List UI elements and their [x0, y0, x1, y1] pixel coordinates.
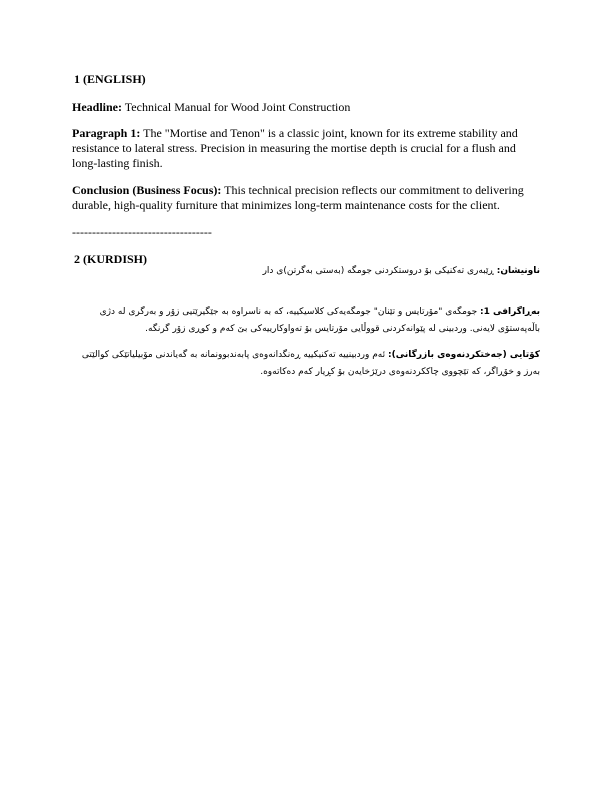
conclusion-text: This technical precision reflects our commitment to delivering durable, high-quality furniture that minimizes long-term maintenance costs for the client. [72, 183, 524, 212]
separator-line: ----------------------------------- [72, 225, 212, 239]
headline-english [72, 100, 540, 115]
paragraph-text: The "Mortise and Tenon" is a classic joint, known for its extreme stability and resistance to lateral stress. Precision in measuring the mortise depth is crucial for a flush and long-lasting finish. [72, 126, 518, 170]
conclusion-kurdish [72, 347, 540, 381]
headline-text: Technical Manual for Wood Joint Construction [124, 100, 351, 114]
section-heading-kurdish: 2 (KURDISH) [74, 252, 148, 266]
conclusion-label-kurdish: کۆتایی (جەختکردنەوەی بازرگانی): [388, 350, 540, 360]
paragraph-text-kurdish: جومگەی "مۆرتایس و تێنان" جومگەیەکی کلاسیکییە، کە بە ناسراوە بە جێگیرێتیی زۆر و بەرگری لە دژی باڵەپەستۆی لایەنی. وردبینی لە پێوانەکردنی قووڵایی مۆرتایس بۆ تەواوکارییەکی بێ کەم و کوڕی زۆر گرنگە. [99, 307, 540, 334]
headline-kurdish [72, 263, 540, 280]
paragraph-label-kurdish: بەڕاگرافی 1: [480, 307, 540, 317]
headline-label-kurdish: ناونیشان: [496, 266, 540, 276]
section-heading-english: 1 (ENGLISH) [74, 72, 146, 86]
paragraph-kurdish [72, 304, 540, 338]
conclusion-label: Conclusion (Business Focus): [72, 183, 222, 197]
conclusion-english [72, 183, 540, 213]
paragraph-english [72, 126, 540, 171]
headline-label: Headline: [72, 100, 122, 114]
paragraph-label: Paragraph 1: [72, 126, 141, 140]
conclusion-text-kurdish: ئەم وردبینییە تەکنیکییە ڕەنگدانەوەی پابەندبوونمانە بە گەیاندنی مۆبیلیاتێکی کوالێتی بەرز و خۆڕاگر، کە تێچووی چاککردنەوەی درێژخایەن بۆ کڕیار کەم دەکاتەوە. [81, 350, 540, 377]
headline-text-kurdish: ڕێبەری تەکنیکی بۆ دروستکردنی جومگە (بەستی بەگرتن)ی دار [262, 266, 494, 276]
